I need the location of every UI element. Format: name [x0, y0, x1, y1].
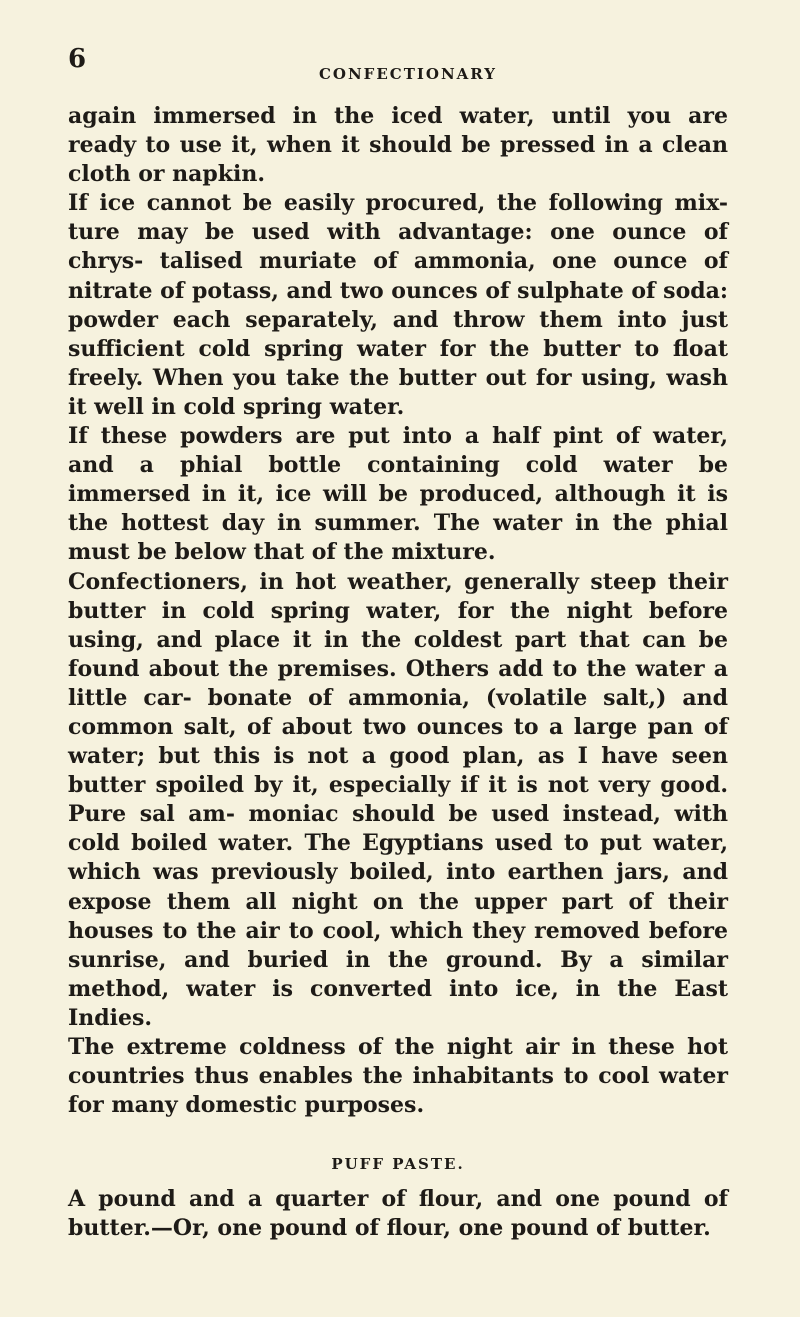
- paragraph: The extreme coldness of the night air in these hot countries thus enables the inhabitants to cool water for many domestic purposes.: [68, 1034, 728, 1119]
- paragraph: If these powders are put into a half pint of water, and a phial bottle containing cold water be immersed in it, ice will be produced, although it is the hottest day in summer. The water in the phial must be below that of the mixture.: [68, 423, 728, 566]
- running-head: CONFECTIONARY: [318, 65, 498, 83]
- section-heading: PUFF PASTE.: [331, 1155, 465, 1174]
- paragraph: If ice cannot be easily procured, the following mix- ture may be used with advantage: one ounce of chrys- talised muriate of ammonia, one ounce of nitrate of potass, and two ounces of sulphate of soda: powder each separately, and throw them into just sufficient cold spring water for the butter to float freely. When you take the butter out for using, wash it well in cold spring water.: [68, 190, 728, 420]
- paragraph: Confectioners, in hot weather, generally steep their butter in cold spring water, for the night before using, and place it in the coldest part that can be found about the premises. Others add to the water a little car- bonate of ammonia, (volatile salt,) and common salt, of about two ounces to a large pan of water; but this is not a good plan, as I have seen butter spoiled by it, especially if it is not very good. Pure sal am- moniac should be used instead, with cold boiled water. The Egyptians used to put water, which was previously boiled, into earthen jars, and expose them all night on the upper part of their houses to the air to cool, which they removed before sunrise, and buried in the ground. By a similar method, water is converted into ice, in the East Indies.: [68, 568, 728, 1031]
- page-header: [68, 44, 748, 84]
- paragraph: again immersed in the iced water, until you are ready to use it, when it should be pressed in a clean cloth or napkin.: [68, 103, 728, 188]
- body-text: [68, 102, 728, 1244]
- page-number: 6: [68, 44, 87, 74]
- paragraph: A pound and a quarter of flour, and one pound of butter.—Or, one pound of flour, one pound of butter.: [68, 1186, 728, 1242]
